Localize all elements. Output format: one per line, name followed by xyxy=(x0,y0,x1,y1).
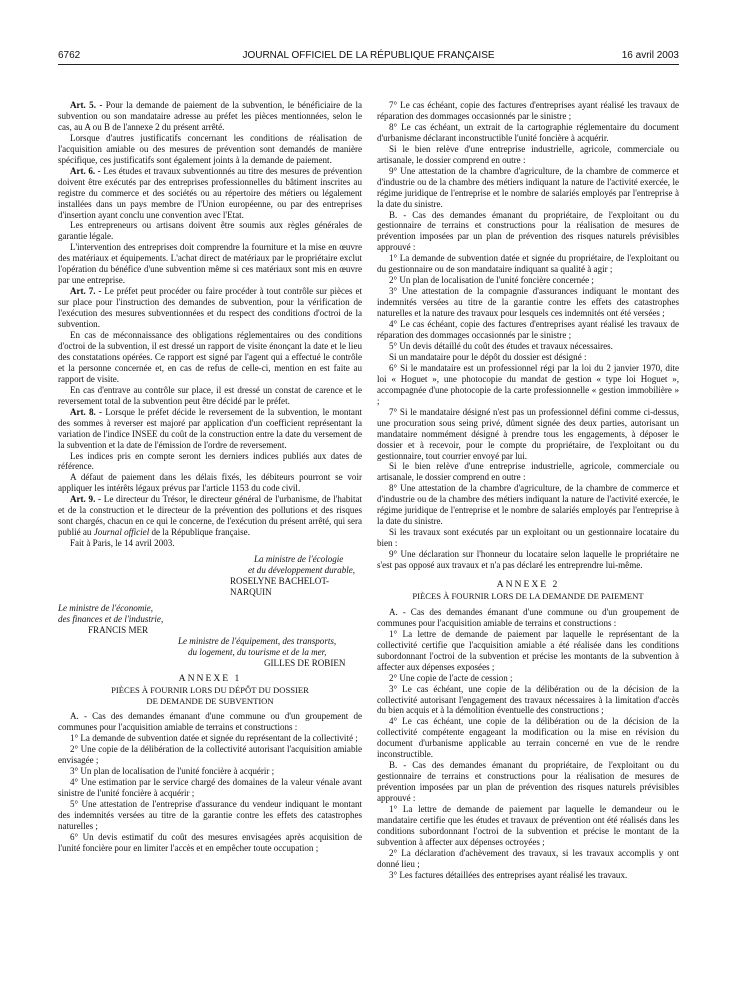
list-item: 2° Une copie de l'acte de cession ; xyxy=(389,672,513,683)
header-rule xyxy=(58,64,679,65)
paragraph: Les indices pris en compte seront les derniers indices publiés aux dates de référence. xyxy=(58,450,362,472)
article-5-label: Art. 5. - xyxy=(70,100,103,110)
annexe-2-title: ANNEXE 2 xyxy=(496,578,560,590)
list-item: 2° Un plan de localisation de l'unité foncière concernée ; xyxy=(389,275,594,286)
signature-1-title-2: et du développement durable, xyxy=(248,565,356,576)
annexe-2-subtitle: PIÈCES À FOURNIR LORS DE LA DEMANDE DE PAIEMENT xyxy=(412,590,644,601)
annexe-1-subtitle: PIÈCES À FOURNIR LORS DU DÉPÔT DU DOSSIER xyxy=(111,684,309,695)
article-8-text: Lorsque le préfet décide le reversement de la subvention, le montant des sommes à reverser est majoré par application d'un coefficient représentant la variation de l'indice INSEE du coût de la construction entre la date du versement de la subvention et la date de l'émission de l'ordre de reversement. xyxy=(58,406,362,450)
list-item: 2° Une copie de la délibération de la collectivité autorisant l'acquisition amiable envisagée ; xyxy=(58,744,362,766)
list-item: 5° Un devis détaillé du coût des études et travaux nécessaires. xyxy=(389,340,613,351)
signature-1-title: La ministre de l'écologie xyxy=(254,554,344,565)
page-header xyxy=(58,50,679,64)
paragraph: Les entrepreneurs ou artisans doivent être soumis aux règles générales de garantie légale. xyxy=(58,220,362,242)
list-item: 7° Si le mandataire désigné n'est pas un professionnel défini comme ci-dessus, une procuration sous seing privé, dûment signée des deux parties, autorisant un mandataire nommément désigné à prendre tous les engagements, à déposer le dossier et à recevoir, pour le compte du propriétaire, de l'exploitant ou du gestionnaire, tout courrier envoyé par lui. xyxy=(377,406,679,461)
article-7-text: Le préfet peut procéder ou faire procéder à tout contrôle sur pièces et sur place pour l'instruction des demandes de subvention, pour la vérification de l'exécution des mesures subventionnées et du respect des conditions d'octroi de la subvention. xyxy=(58,286,362,330)
paragraph: Si le bien relève d'une entreprise industrielle, agricole, commerciale ou artisanale, le dossier comprend en outre : xyxy=(377,143,679,165)
article-7-label: Art. 7. - xyxy=(70,286,102,297)
article-5 xyxy=(58,100,362,133)
signature-3-name: GILLES DE ROBIEN xyxy=(264,657,346,668)
journal-title: JOURNAL OFFICIEL DE LA RÉPUBLIQUE FRANÇAISE xyxy=(242,50,495,61)
list-item: 5° Une attestation de l'entreprise d'assurance du vendeur indiquant le montant des indemnités versées au titre de la garantie contre les effets des catastrophes naturelles ; xyxy=(58,799,362,831)
list-item: 2° La déclaration d'achèvement des travaux, si les travaux accomplis y ont donné lieu ; xyxy=(377,847,679,869)
list-item: 8° Le cas échéant, un extrait de la cartographie réglementaire du document d'urbanisme déclarant inconstructible l'unité foncière à acquérir. xyxy=(377,121,679,143)
page-number: 6762 xyxy=(58,50,81,61)
list-item: 1° La lettre de demande de paiement par laquelle le représentant de la collectivité certifie que l'acquisition amiable a été réalisée dans les conditions subordonnant l'octroi de la subvention et précise les montants de la subvention à affecter aux dépenses exposées ; xyxy=(377,628,679,672)
article-9-text: Le directeur du Trésor, le directeur général de l'urbanisme, de l'habitat et de la construction et le directeur de la prévention des pollutions et des risques sont chargés, chacun en ce qui le concerne, de l'exécution du présent arrêté, qui sera publié au xyxy=(58,494,362,538)
article-6-text: Les études et travaux subventionnés au titre des mesures de prévention doivent être exécutés par des entreprises professionnelles du bâtiment inscrites au registre du commerce et des sociétés ou au répertoire des métiers ou légalement installées dans un pays membre de l'Union européenne, ou par des entreprises d'insertion ayant conclu une convention avec l'Etat. xyxy=(58,165,363,220)
list-item: 9° Une attestation de la chambre d'agriculture, de la chambre de commerce et d'industrie ou de la chambre des métiers indiquant la nature de l'activité exercée, le régime juridique de l'entreprise et le nombre de salariés employés par l'entreprise à la date du sinistre. xyxy=(377,165,679,209)
annexe-1-title: ANNEXE 1 xyxy=(178,672,242,684)
list-item: 3° Une attestation de la compagnie d'assurances indiquant le montant des indemnités versées au titre de la garantie contre les effets des catastrophes naturelles et la nature des travaux pour lesquels ces indemnités ont été versées ; xyxy=(377,286,679,319)
annexe-1-subtitle-2: DE DEMANDE DE SUBVENTION xyxy=(146,695,274,706)
list-item: 4° Une estimation par le service chargé des domaines de la valeur vénale avant sinistre de l'unité foncière à acquérir ; xyxy=(58,777,362,799)
paragraph: A défaut de paiement dans les délais fixés, les débiteurs pourront se voir appliquer les intérêts légaux prévus par l'article 1153 du code civil. xyxy=(58,472,362,494)
list-item: 6° Si le mandataire est un professionnel régi par la loi du 2 janvier 1970, dite loi « Hoguet », une photocopie du mandat de gestion « type loi Hoguet », accompagnée d'une photocopie de la carte professionnelle « gestion immobilière » ; xyxy=(377,362,679,406)
list-item: 8° Une attestation de la chambre d'agriculture, de la chambre de commerce et d'industrie ou de la chambre des métiers indiquant la nature de l'activité exercée, le régime juridique de l'entreprise et le nombre de salariés employés par l'entreprise à la date du sinistre. xyxy=(377,483,679,527)
signature-2-name: FRANCIS MER xyxy=(88,624,149,635)
list-item: 4° Le cas échéant, une copie de la délibération ou de la décision de la collectivité compétente engageant la modification ou la mise en révision du document d'urbanisme applicable au terrain concerné en vue de le rendre inconstructible. xyxy=(377,716,679,760)
paragraph: L'intervention des entreprises doit comprendre la fourniture et la mise en œuvre des matériaux et équipements. L'achat direct de matériaux par le propriétaire exclut l'opération du bénéfice d'une subvention même si ces matériaux sont mis en œuvre par une entreprise. xyxy=(58,242,362,286)
article-8-label: Art. 8. - xyxy=(70,406,103,417)
list-item: 3° Les factures détaillées des entreprises ayant réalisé les travaux. xyxy=(389,869,628,880)
list-item: 1° La demande de subvention datée et signée du propriétaire, de l'exploitant ou du gestionnaire ou de son mandataire indiquant sa qualité à agir ; xyxy=(377,253,679,275)
paragraph: Si le bien relève d'une entreprise industrielle, agricole, commerciale ou artisanale, le dossier comprend en outre : xyxy=(377,461,679,483)
list-item: 3° Le cas échéant, une copie de la délibération ou de la décision de la collectivité autorisant l'engagement des travaux nécessaires à la limitation d'accès du bien acquis et à la démolition éventuelle des constructions ; xyxy=(377,683,679,716)
list-item: 1° La lettre de demande de paiement par laquelle le demandeur ou le mandataire certifie que les études et travaux de prévention ont été réalisés dans les conditions subordonnant l'octroi de la subvention et précise le montant de la subvention à affecter aux dépenses octroyées ; xyxy=(377,804,679,847)
article-5-text: Pour la demande de paiement de la subvention, le bénéficiaire de la subvention ou son mandataire adresse au préfet les pièces mentionnées, selon le cas, au A ou B de l'annexe 2 du présent arrêté. xyxy=(58,100,362,132)
list-item: 1° La demande de subvention datée et signée du représentant de la collectivité ; xyxy=(70,733,358,744)
paragraph: B. - Cas des demandes émanant du propriétaire, de l'exploitant ou du gestionnaire de terrains et constructions pour la réalisation de mesures de prévention imposées par un plan de prévention des risques naturels prévisibles approuvé : xyxy=(377,760,679,804)
article-9 xyxy=(58,494,362,538)
done-at: Fait à Paris, le 14 avril 2003. xyxy=(70,538,175,549)
paragraph: Lorsque d'autres justificatifs concernant les conditions de réalisation de l'acquisition amiable ou des mesures de prévention sont demandés de manière spécifique, ces justificatifs sont également joints à la demande de paiement. xyxy=(58,132,362,165)
paragraph: Si un mandataire pour le dépôt du dossier est désigné : xyxy=(389,351,587,362)
list-item: 6° Un devis estimatif du coût des mesures envisagées après acquisition de l'unité foncière pour en limiter l'accès et en empêcher toute occupation ; xyxy=(58,831,362,853)
signature-1-name: ROSELYNE BACHELOT-NARQUIN xyxy=(230,575,330,597)
list-item: 3° Un plan de localisation de l'unité foncière à acquérir ; xyxy=(70,766,275,777)
right-column xyxy=(377,100,679,881)
publication-date: 16 avril 2003 xyxy=(621,50,679,61)
list-item: 4° Le cas échéant, copie des factures d'entreprises ayant réalisé les travaux de réparation des dommages occasionnés par le sinistre ; xyxy=(377,319,679,341)
paragraph: B. - Cas des demandes émanant du propriétaire, de l'exploitant ou du gestionnaire de terrains et constructions pour la réalisation de mesures de prévention imposées par un plan de prévention des risques naturels prévisibles approuvé : xyxy=(377,209,679,253)
article-8 xyxy=(58,407,362,451)
paragraph: A. - Cas des demandes émanant d'une commune ou d'un groupement de communes pour l'acquisition amiable de terrains et constructions : xyxy=(377,606,679,628)
list-item: 9° Une déclaration sur l'honneur du locataire selon laquelle le propriétaire ne s'est pas opposé aux travaux et n'a pas déclaré les entreprendre lui-même. xyxy=(377,549,679,571)
list-item: A. - Cas des demandes émanant d'une commune ou d'un groupement de communes pour l'acquisition amiable de terrains et constructions : xyxy=(58,711,362,733)
article-7 xyxy=(58,286,362,330)
signature-2-title-2: des finances et de l'industrie, xyxy=(58,613,164,624)
journal-officiel-italic: Journal officiel xyxy=(93,527,150,538)
paragraph: Si les travaux sont exécutés par un exploitant ou un gestionnaire locataire du bien : xyxy=(377,527,679,549)
article-6 xyxy=(58,166,362,221)
paragraph: En cas de méconnaissance des obligations réglementaires ou des conditions d'octroi de la subvention, il est dressé un rapport de visite énonçant la date et le lieu des constatations opérées. Ce rapport est signé par l'agent qui a effectué le contrôle et la personne concernée et, en cas de refus de celle-ci, mention en est faite au rapport de visite. xyxy=(58,330,362,384)
signature-2-title: Le ministre de l'économie, xyxy=(58,602,154,613)
left-column xyxy=(58,100,362,854)
article-6-label: Art. 6. - xyxy=(70,165,101,176)
signature-3-title: Le ministre de l'équipement, des transports, xyxy=(178,635,337,646)
article-9-end: de la République française. xyxy=(149,527,250,538)
article-9-label: Art. 9. - xyxy=(70,494,102,505)
paragraph: En cas d'entrave au contrôle sur place, il est dressé un constat de carence et le reversement total de la subvention peut être décidé par le préfet. xyxy=(58,384,362,406)
signature-3-title-2: du logement, du tourisme et de la mer, xyxy=(188,646,327,657)
list-item: 7° Le cas échéant, copie des factures d'entreprises ayant réalisé les travaux de réparation des dommages occasionnés par le sinistre ; xyxy=(377,100,679,121)
